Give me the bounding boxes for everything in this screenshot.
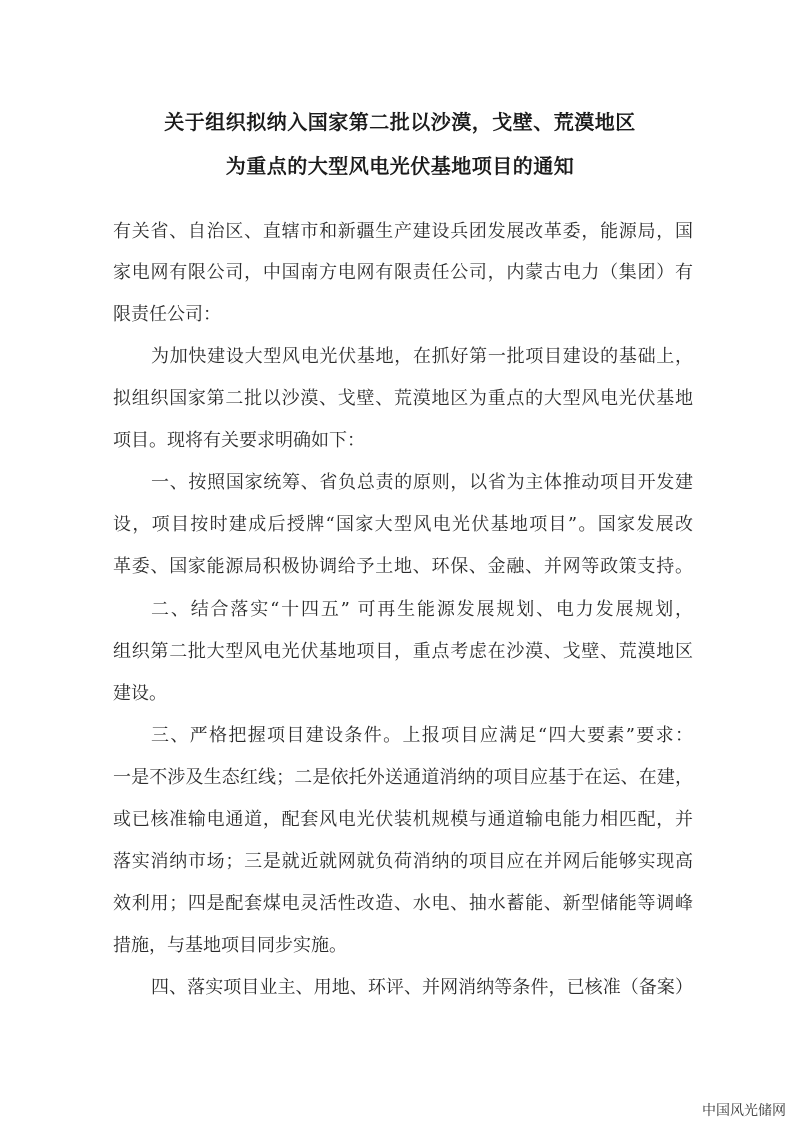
body-line xyxy=(0,214,800,250)
body-line xyxy=(0,802,800,838)
body-line-text: 建设。 xyxy=(113,683,167,704)
document-title-line-2: 为重点的大型风电光伏基地项目的通知 xyxy=(225,154,575,178)
body-line xyxy=(0,970,800,1006)
body-line xyxy=(0,718,800,754)
body-line-text: 或已核准输电通道，配套风电光伏装机规模与通道输电能力相匹配，并 xyxy=(113,809,693,830)
body-line xyxy=(0,423,800,459)
body-line-text: 拟组织国家第二批以沙漠、戈壁、荒漠地区为重点的大型风电光伏基地 xyxy=(113,388,693,409)
body-line-text: 措施，与基地项目同步实施。 xyxy=(113,935,347,956)
body-line xyxy=(0,507,800,543)
body-line-text: 四、落实项目业主、用地、环评、并网消纳等条件，已核准（备案） xyxy=(151,977,693,998)
body-line-text: 为加快建设大型风电光伏基地，在抓好第一批项目建设的基础上， xyxy=(151,346,693,367)
body-line xyxy=(0,465,800,501)
body-line xyxy=(0,886,800,922)
body-line xyxy=(0,549,800,585)
body-line xyxy=(0,844,800,880)
body-line-text: 二、结合落实“十四五” 可再生能源发展规划、电力发展规划， xyxy=(151,599,693,620)
body-line-text: 效利用；四是配套煤电灵活性改造、水电、抽水蓄能、新型储能等调峰 xyxy=(113,893,693,914)
body-line xyxy=(0,381,800,417)
body-line-text: 三、严格把握项目建设条件。上报项目应满足“四大要素”要求： xyxy=(151,725,693,746)
body-line-text: 一、按照国家统筹、省负总责的原则，以省为主体推动项目开发建 xyxy=(151,472,693,493)
body-line xyxy=(0,339,800,375)
body-line xyxy=(0,297,800,333)
body-line xyxy=(0,255,800,291)
site-watermark: 中国风光储网 xyxy=(702,1103,786,1119)
body-line xyxy=(0,760,800,796)
document-title-line-1: 关于组织拟纳入国家第二批以沙漠，戈壁、荒漠地区 xyxy=(164,110,636,134)
body-line xyxy=(0,928,800,964)
body-line-text: 组织第二批大型风电光伏基地项目，重点考虑在沙漠、戈壁、荒漠地区 xyxy=(113,641,693,662)
body-line-text: 革委、国家能源局积极协调给予土地、环保、金融、并网等政策支持。 xyxy=(113,556,693,577)
body-line xyxy=(0,676,800,712)
body-line-text: 限责任公司： xyxy=(113,304,221,325)
body-line-text: 落实消纳市场；三是就近就网就负荷消纳的项目应在并网后能够实现高 xyxy=(113,851,693,872)
body-line-text: 一是不涉及生态红线；二是依托外送通道消纳的项目应基于在运、在建， xyxy=(113,767,693,788)
body-line-text: 家电网有限公司，中国南方电网有限责任公司，内蒙古电力（集团）有 xyxy=(113,262,693,283)
body-line xyxy=(0,592,800,628)
body-line-text: 设，项目按时建成后授牌“国家大型风电光伏基地项目”。国家发展改 xyxy=(113,514,693,535)
body-line-text: 项目。现将有关要求明确如下： xyxy=(113,430,365,451)
body-line xyxy=(0,634,800,670)
body-line-text: 有关省、自治区、直辖市和新疆生产建设兵团发展改革委，能源局，国 xyxy=(113,221,693,242)
